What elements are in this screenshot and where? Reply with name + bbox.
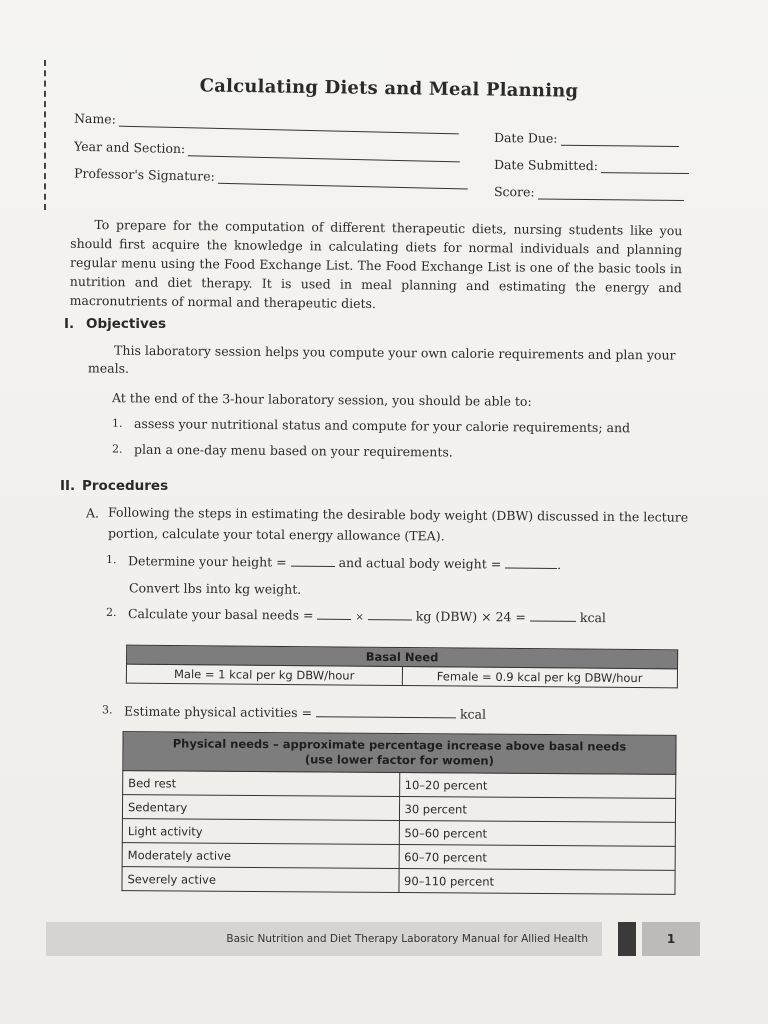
page-title: Calculating Diets and Meal Planning (199, 75, 579, 102)
body-weight-blank[interactable] (505, 555, 557, 568)
procedures-title: Procedures (82, 478, 169, 494)
procedure-step-2: 2. Calculate your basal needs = × kg (DBW) × 24 = kcal (105, 605, 607, 626)
date-submitted-label: Date Submitted: (493, 156, 599, 174)
year-section-line[interactable] (188, 143, 460, 162)
physical-needs-header: Physical needs – approximate percentage increase above basal needs (use lower factor for women) (123, 732, 676, 775)
date-due-field[interactable] (494, 130, 679, 147)
physical-activity-blank[interactable] (316, 704, 456, 718)
year-section-label: Year and Section: (73, 138, 186, 157)
professor-signature-line[interactable] (218, 171, 468, 190)
physical-needs-table (121, 731, 676, 895)
procedure-a: A. Following the steps in estimating the desirable body weight (DBW) discussed in the lecture (85, 504, 689, 525)
footer-band (46, 922, 602, 956)
basal-needs-blank[interactable] (530, 609, 576, 622)
score-line[interactable] (538, 186, 684, 201)
objectives-lead: At the end of the 3-hour laboratory session, you should be able to: (111, 390, 532, 409)
height-blank[interactable] (291, 554, 335, 567)
name-line[interactable] (119, 114, 459, 135)
table-row: Light activity 50–60 percent (122, 819, 675, 847)
procedure-a-line2: portion, calculate your total energy allowance (TEA). (107, 525, 445, 544)
date-due-line[interactable] (560, 133, 678, 147)
procedures-heading (60, 478, 168, 494)
procedure-step-3: 3. Estimate physical activities = kcal (101, 703, 487, 722)
year-section-field[interactable] (74, 139, 460, 163)
name-label: Name: (73, 110, 117, 127)
procedure-step-1-line2: Convert lbs into kg weight. (128, 580, 302, 597)
professor-signature-label: Professor's Signature: (73, 165, 216, 184)
table-row: Bed rest 10–20 percent (123, 771, 676, 799)
procedures-number: II. (60, 478, 76, 494)
date-submitted-line[interactable] (601, 160, 689, 174)
basal-need-male: Male = 1 kcal per kg DBW/hour (126, 664, 402, 685)
objectives-number: I. (64, 316, 75, 332)
basal-need-female: Female = 0.9 kcal per kg DBW/hour (402, 667, 678, 688)
footer-accent-block (618, 922, 636, 956)
score-label: Score: (493, 184, 535, 200)
objectives-paragraph: This laboratory session helps you compute your own calorie requirements and plan your meals. (87, 342, 676, 376)
date-due-label: Date Due: (493, 130, 558, 146)
procedure-step-1: 1. Determine your height = and actual body weight = . (105, 553, 562, 572)
footer-manual-title: Basic Nutrition and Diet Therapy Laboratory Manual for Allied Health (226, 933, 588, 945)
basal-factor-blank[interactable] (317, 607, 351, 620)
objective-item-2: 2. plan a one-day menu based on your requirements. (111, 441, 453, 460)
page-number: 1 (642, 922, 700, 956)
dbw-blank[interactable] (368, 607, 412, 620)
table-row: Sedentary 30 percent (122, 795, 675, 823)
basal-need-table (126, 645, 678, 689)
table-row: Moderately active 60–70 percent (122, 843, 675, 871)
basal-need-header: Basal Need (127, 645, 678, 669)
name-field[interactable] (74, 111, 459, 135)
objective-item-1: 1. assess your nutritional status and compute for your calorie requirements; and (111, 415, 631, 436)
score-field[interactable] (494, 184, 684, 201)
professor-signature-field[interactable] (74, 166, 468, 190)
intro-paragraph: To prepare for the computation of different therapeutic diets, nursing students like you should first acquire the knowledge in calculating diets for normal individuals and planning regular menu using the Food Exchange List. The Food Exchange List is one of the basic tools in nutrition and diet therapy. It is used in meal planning and estimating the energy and macronutrients of normal and therapeutic diets. (69, 217, 683, 312)
objectives-heading (64, 316, 166, 332)
table-row: Severely active 90–110 percent (122, 867, 675, 895)
date-submitted-field[interactable] (494, 157, 689, 174)
objectives-title: Objectives (86, 316, 166, 332)
